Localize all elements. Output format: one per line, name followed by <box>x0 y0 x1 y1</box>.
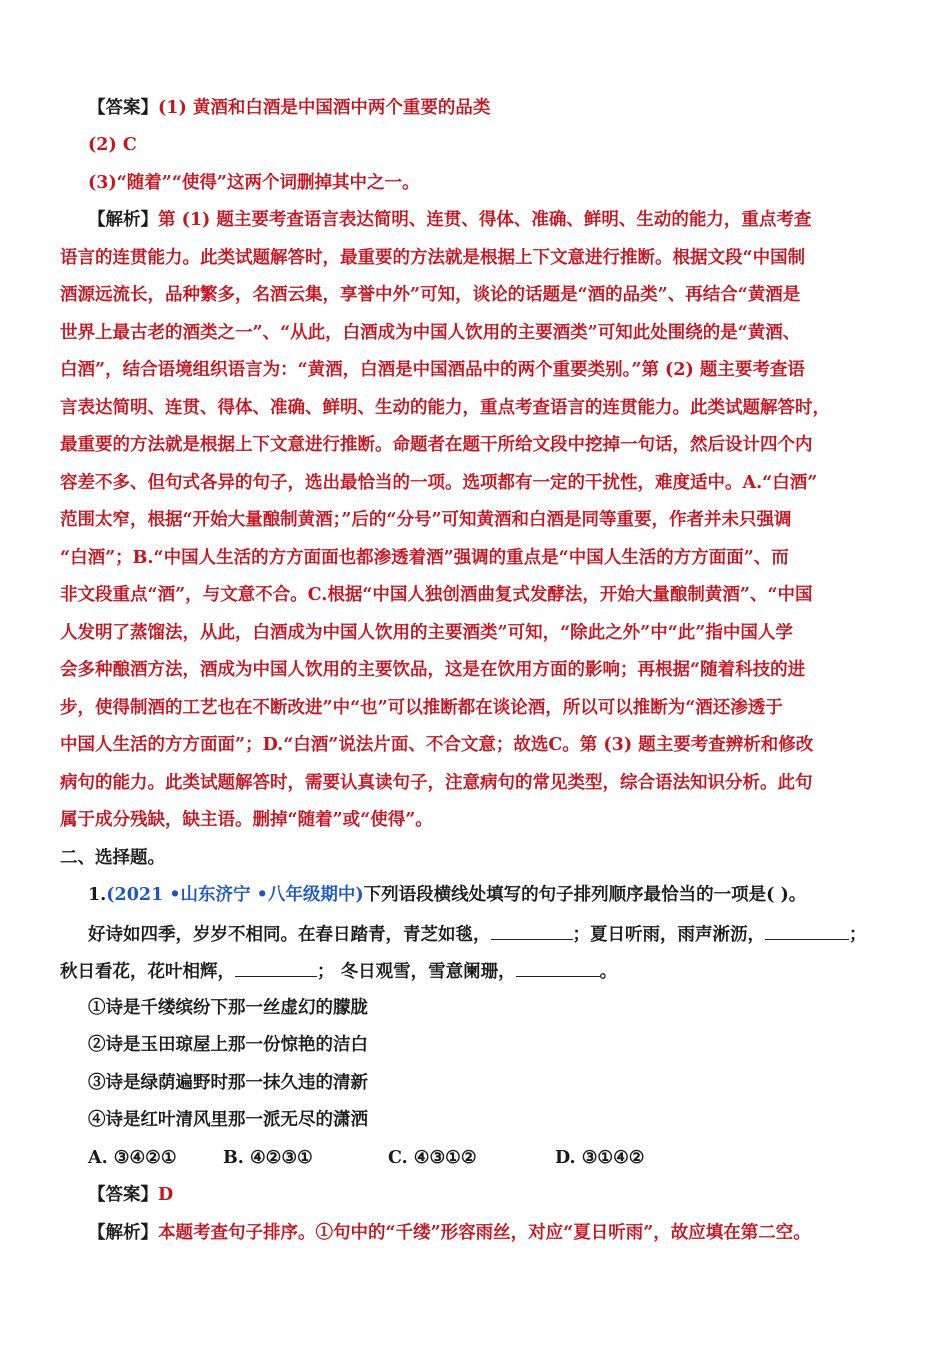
blank-4 <box>516 958 600 977</box>
option-2: ②诗是玉田琼屋上那一份惊艳的洁白 <box>88 1035 368 1055</box>
blank-3 <box>235 958 317 977</box>
question-line <box>88 883 806 907</box>
choice-c: C. ④③①② <box>388 1148 477 1168</box>
q1-analysis-label: 【解析】 <box>88 1223 158 1243</box>
passage-text-2a: 秋日看花，花叶相辉， <box>60 962 235 982</box>
q1-answer-line <box>88 1183 173 1207</box>
passage-text-2b: ； 冬日观雪，雪意阑珊， <box>317 962 516 982</box>
question-source: (2021 •山东济宁 •八年级期中) <box>106 885 364 905</box>
analysis-line-10: 非文段重点“酒”，与文意不合。C.根据“中国人独创酒曲复式发酵法，开始大量酿制黄酒”、“中国 <box>60 585 813 605</box>
analysis-line-4: 白酒”，结合语境组织语言为：“黄酒，白酒是中国酒品中的两个重要类别。”第 (2) 题主要考查语 <box>60 360 805 380</box>
answer-label: 【答案】 <box>88 98 158 118</box>
question-text: 下列语段横线处填写的句子排列顺序最恰当的一项是( )。 <box>363 885 807 905</box>
passage-text-2c: 。 <box>599 962 618 982</box>
passage-text-1b: ；夏日听雨，雨声淅沥， <box>572 925 765 945</box>
option-1: ①诗是千缕缤纷下那一丝虚幻的朦胧 <box>88 998 368 1018</box>
choice-a: A. ③④②① <box>88 1148 177 1168</box>
section-heading: 二、选择题。 <box>60 848 165 868</box>
analysis-line-8: 范围太窄，根据“开始大量酿制黄酒；”后的“分号”可知黄酒和白酒是同等重要，作者并未只强调 <box>60 510 792 530</box>
passage-line-1 <box>88 921 867 947</box>
analysis-line-1: 语言的连贯能力。此类试题解答时，最重要的方法就是根据上下文意进行推断。根据文段“中国制 <box>60 248 806 268</box>
question-number: 1. <box>88 885 107 905</box>
passage-text-1c: ； <box>849 925 867 945</box>
analysis-line-9: “白酒”；B.“中国人生活的方方面面也都渗透着酒”强调的重点是“中国人生活的方方面面”、而 <box>60 548 789 568</box>
analysis-line-0 <box>88 208 811 232</box>
analysis-line-6: 最重要的方法就是根据上下文意进行推断。命题者在题干所给文段中挖掉一句话，然后设计四个内 <box>60 435 813 455</box>
answer-line-1 <box>88 96 490 120</box>
q1-analysis-text: 本题考查句子排序。①句中的“千缕”形容雨丝，对应“夏日听雨”，故应填在第二空。 <box>158 1223 811 1243</box>
option-4: ④诗是红叶清风里那一派无尽的潇洒 <box>88 1110 368 1130</box>
analysis-line-13: 步，使得制酒的工艺也在不断改进”中“也”可以推断都在谈论酒，所以可以推断为“酒还渗透于 <box>60 698 783 718</box>
analysis-line-2: 酒源远流长，品种繁多，名酒云集，享誉中外”可知，谈论的话题是“酒的品类”、再结合“黄酒是 <box>60 285 801 305</box>
analysis-line-5: 言表达简明、连贯、得体、准确、鲜明、生动的能力，重点考查语言的连贯能力。此类试题解答时， <box>60 398 830 418</box>
q1-analysis-line <box>88 1221 811 1245</box>
choice-b: B. ④②③① <box>223 1148 313 1168</box>
analysis-label: 【解析】 <box>88 210 158 230</box>
answer-1-text: (1) 黄酒和白酒是中国酒中两个重要的品类 <box>158 98 491 118</box>
analysis-line-11: 人发明了蒸馏法，从此，白酒成为中国人饮用的主要酒类”可知，“除此之外”中“此”指中国人学 <box>60 623 793 643</box>
passage-line-2 <box>60 958 617 984</box>
blank-2 <box>765 921 849 940</box>
analysis-line-12: 会多种酿酒方法，酒成为中国人饮用的主要饮品，这是在饮用方面的影响；再根据“随着科技的进 <box>60 660 806 680</box>
q1-answer-value: D <box>158 1185 174 1205</box>
q1-answer-label: 【答案】 <box>88 1185 158 1205</box>
analysis-text: 第 (1) 题主要考查语言表达简明、连贯、得体、准确、鲜明、生动的能力，重点考查 <box>158 210 812 230</box>
analysis-line-16: 属于成分残缺，缺主语。删掉“随着”或“使得”。 <box>60 810 433 830</box>
choice-d: D. ③①④② <box>555 1148 645 1168</box>
analysis-line-14: 中国人生活的方方面面”；D.“白酒”说法片面、不合文意；故选C。第 (3) 题主要考查辨析和修改 <box>60 735 814 755</box>
analysis-line-7: 容差不多、但句式各异的句子，选出最恰当的一项。选项都有一定的干扰性，难度适中。A.“白酒” <box>60 473 818 493</box>
answer-line-2: (2) C <box>88 135 137 155</box>
analysis-line-3: 世界上最古老的酒类之一”、“从此，白酒成为中国人饮用的主要酒类”可知此处围绕的是“黄酒、 <box>60 323 801 343</box>
passage-text-1a: 好诗如四季，岁岁不相同。在春日踏青，青芝如毯， <box>88 925 491 945</box>
analysis-line-15: 病句的能力。此类试题解答时，需要认真读句子，注意病句的常见类型，综合语法知识分析。此句 <box>60 773 813 793</box>
answer-line-3: (3)“随着”“使得”这两个词删掉其中之一。 <box>88 173 420 193</box>
option-3: ③诗是绿荫遍野时那一抹久违的清新 <box>88 1073 368 1093</box>
blank-1 <box>491 921 573 940</box>
